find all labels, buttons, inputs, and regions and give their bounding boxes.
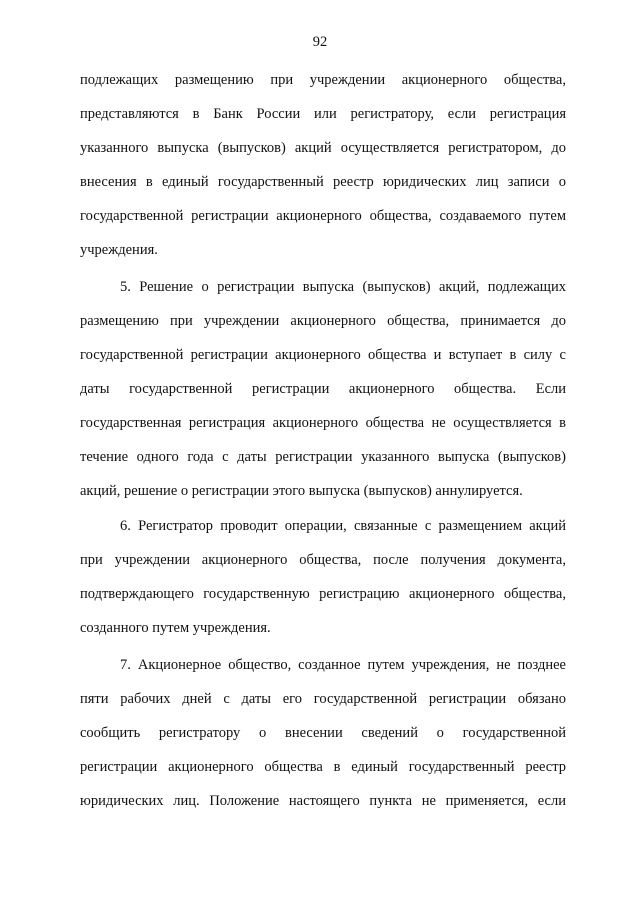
paragraph-continuation bbox=[80, 63, 566, 267]
text-line: 6. Регистратор проводит операции, связанные с размещением акций bbox=[120, 518, 566, 534]
text-line: государственной регистрации акционерного общества, создаваемого путем bbox=[80, 208, 566, 224]
text-line: подлежащих размещению при учреждении акционерного общества, bbox=[80, 72, 566, 88]
page-number: 92 bbox=[312, 34, 328, 50]
text-line: подтверждающего государственную регистрацию акционерного общества, bbox=[80, 586, 566, 602]
paragraph-item-7 bbox=[80, 648, 566, 818]
text-line: 7. Акционерное общество, созданное путем учреждения, не позднее bbox=[120, 657, 566, 673]
text-line: представляются в Банк России или регистратору, если регистрация bbox=[80, 106, 566, 122]
text-line: даты государственной регистрации акционерного общества. Если bbox=[80, 381, 566, 397]
text-line: течение одного года с даты регистрации указанного выпуска (выпусков) bbox=[80, 449, 566, 465]
text-line: пяти рабочих дней с даты его государственной регистрации обязано bbox=[80, 691, 566, 707]
text-line: 5. Решение о регистрации выпуска (выпусков) акций, подлежащих bbox=[120, 279, 566, 295]
paragraph-item-5 bbox=[80, 270, 566, 508]
text-line: государственной регистрации акционерного общества и вступает в силу с bbox=[80, 347, 566, 363]
text-line: юридических лиц. Положение настоящего пункта не применяется, если bbox=[80, 793, 566, 809]
text-line: указанного выпуска (выпусков) акций осуществляется регистратором, до bbox=[80, 140, 566, 156]
text-line: учреждения. bbox=[80, 242, 158, 258]
text-line: акций, решение о регистрации этого выпуска (выпусков) аннулируется. bbox=[80, 483, 523, 499]
paragraph-item-6 bbox=[80, 509, 566, 645]
text-line: государственная регистрация акционерного общества не осуществляется в bbox=[80, 415, 566, 431]
text-line: при учреждении акционерного общества, после получения документа, bbox=[80, 552, 566, 568]
text-line: размещению при учреждении акционерного общества, принимается до bbox=[80, 313, 566, 329]
text-line: сообщить регистратору о внесении сведений о государственной bbox=[80, 725, 566, 741]
text-line: созданного путем учреждения. bbox=[80, 620, 271, 636]
text-line: внесения в единый государственный реестр юридических лиц записи о bbox=[80, 174, 566, 190]
text-line: регистрации акционерного общества в единый государственный реестр bbox=[80, 759, 566, 775]
